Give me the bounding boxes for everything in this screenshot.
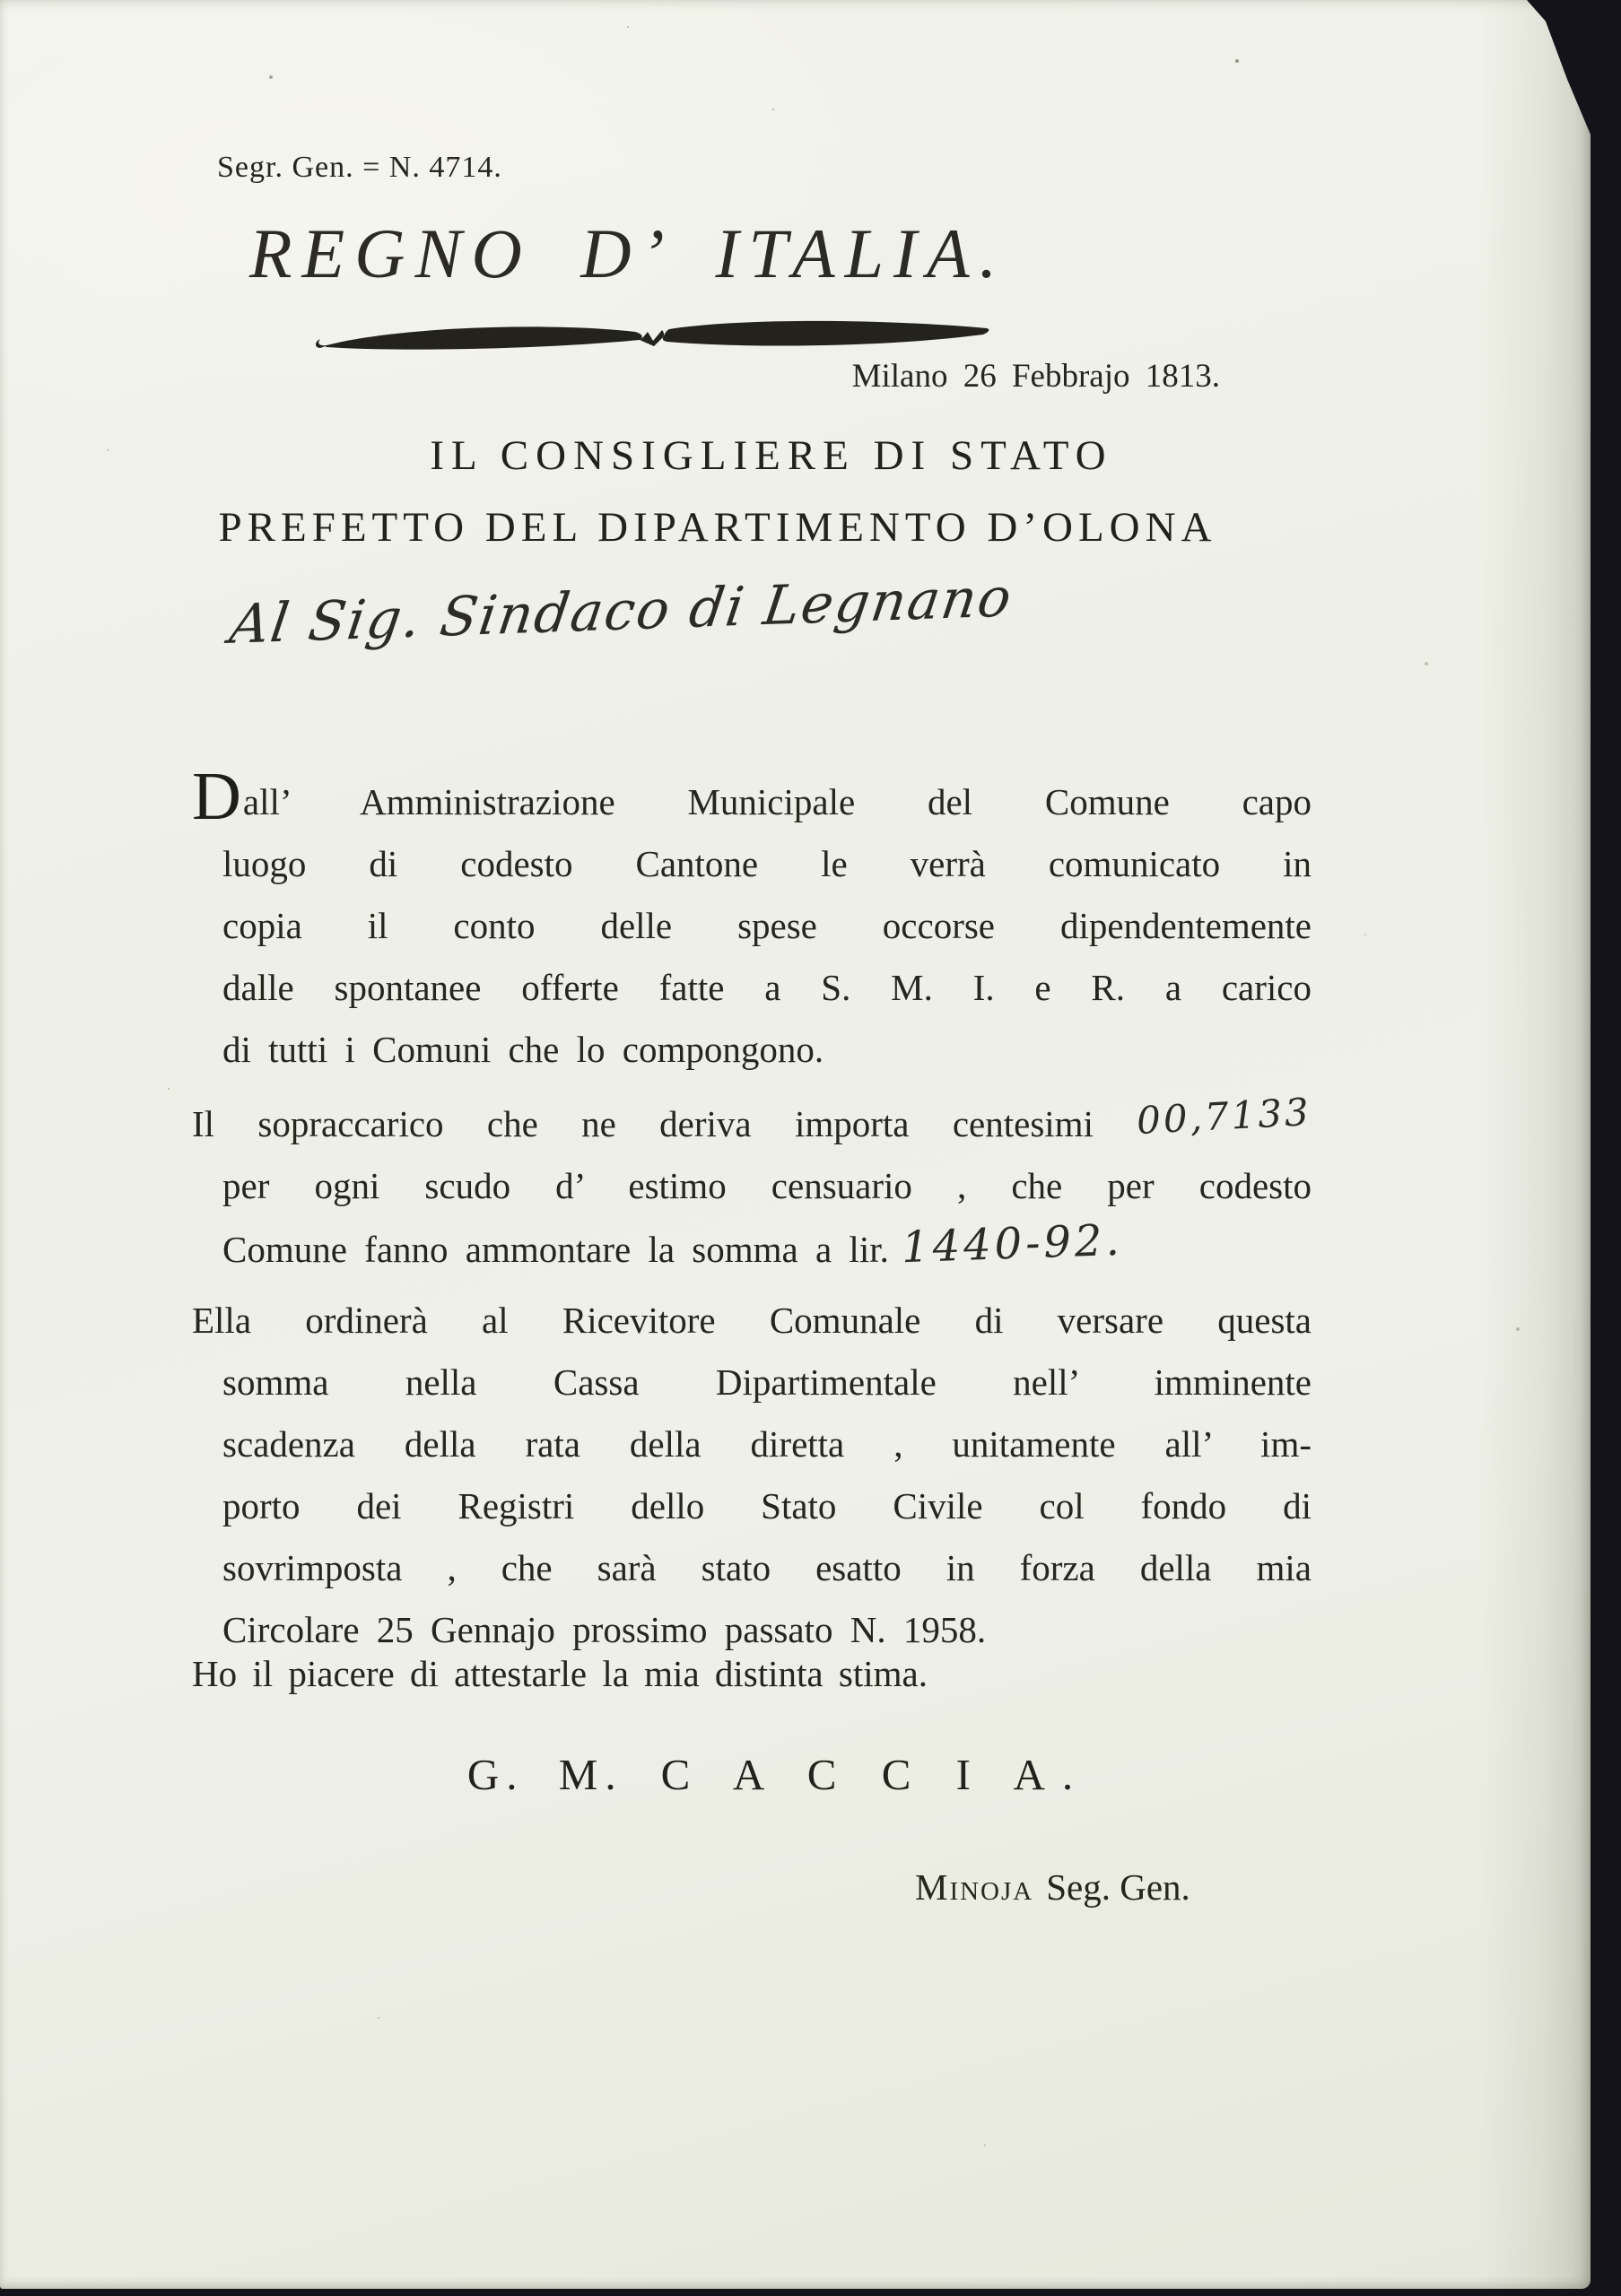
body-line-text: Il sopraccarico che ne deriva importa centesimi: [192, 1103, 1094, 1144]
secretary-name: Minoja: [915, 1866, 1034, 1908]
closing-line: Ho il piacere di attestarle la mia distinta stima.: [192, 1653, 928, 1694]
body-line: copia il conto delle spese occorse dipendentemente: [222, 905, 1312, 946]
body-line: Ella ordinerà al Ricevitore Comunale di versare questa: [192, 1300, 1312, 1341]
secretary-title: Seg. Gen.: [1046, 1866, 1190, 1908]
body-line: per ogni scudo d’ estimo censuario , che per codesto: [222, 1165, 1312, 1206]
body-line: [222, 1214, 1312, 1281]
paragraph-3: [192, 1290, 1312, 1661]
body-line: porto dei Registri dello Stato Civile col fondo di: [222, 1485, 1312, 1526]
handwritten-amount-centesimi: 00,7133: [1136, 1089, 1313, 1144]
body-line: di tutti i Comuni che lo compongono.: [222, 1029, 824, 1070]
heading-line-1: IL CONSIGLIERE DI STATO: [430, 432, 1113, 479]
body-line: somma nella Cassa Dipartimentale nell’ imminente: [222, 1361, 1312, 1403]
body-line: dalle spontanee offerte fatte a S. M. I. e R. a carico: [222, 967, 1312, 1008]
body-line: luogo di codesto Cantone le verrà comunicato in: [222, 843, 1312, 884]
secretary-signature: [915, 1866, 1190, 1909]
handwritten-address: Al Sig. Sindaco di Legnano: [226, 566, 1017, 657]
body-line: scadenza della rata della diretta , unitamente all’ im-: [222, 1423, 1312, 1465]
handwritten-amount-lire: 1440-92.: [900, 1214, 1124, 1274]
heading-line-2: PREFETTO DEL DIPARTIMENTO D’OLONA: [218, 504, 1217, 551]
body-line: [192, 759, 1312, 834]
body-line-text: all’ Amministrazione Municipale del Comune capo: [242, 781, 1312, 822]
flourish-divider-icon: [312, 310, 994, 357]
body-line: Circolare 25 Gennajo prossimo passato N. 1958.: [222, 1609, 987, 1650]
signature: [233, 1749, 1324, 1800]
dateline: Milano 26 Febbrajo 1813.: [851, 358, 1220, 395]
document-title: REGNO D’ ITALIA.: [248, 214, 1007, 292]
signature-surname: C A C C I A.: [660, 1750, 1091, 1799]
paragraph-1: [192, 759, 1312, 1081]
registry-reference: Segr. Gen. = N. 4714.: [217, 151, 502, 184]
body-line-text: Comune fanno ammontare la somma a lir.: [222, 1229, 889, 1270]
body-line: [192, 1089, 1313, 1155]
body-line: sovrimposta , che sarà stato esatto in forza della mia: [222, 1547, 1312, 1588]
drop-cap-initial: D: [192, 759, 243, 834]
paper-specks: [269, 75, 273, 79]
signature-initials: G. M.: [466, 1750, 623, 1799]
paragraph-2: [192, 1089, 1313, 1281]
